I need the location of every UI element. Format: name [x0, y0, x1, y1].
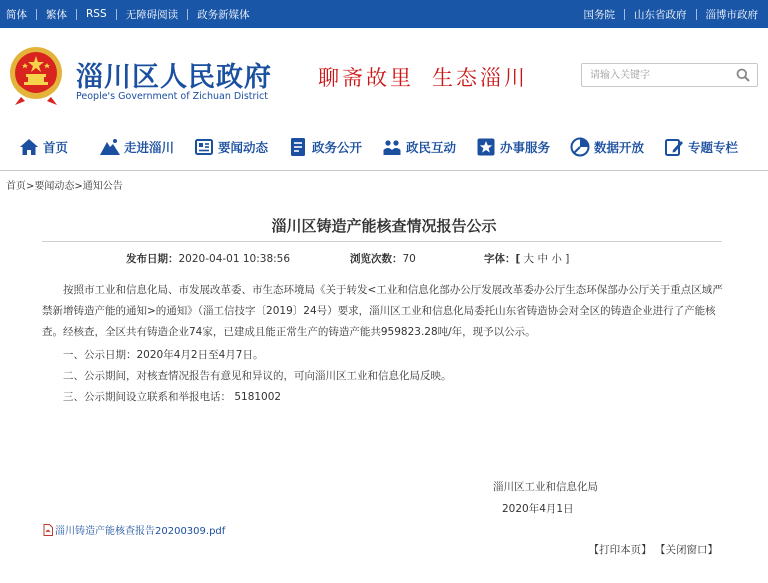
main-nav — [0, 127, 768, 167]
signature-date: 2020年4月1日 — [502, 503, 574, 515]
font-size-controls — [484, 251, 569, 266]
breadcrumb-separator: > — [26, 181, 35, 192]
attachment-link[interactable] — [43, 522, 225, 537]
home-icon — [18, 136, 40, 158]
site-name-english: People's Government of Zichuan District — [76, 91, 268, 102]
font-size-label: 字体：[ — [484, 253, 521, 265]
link-traditional[interactable]: 繁体 — [46, 8, 67, 21]
view-count-value: 70 — [402, 253, 416, 265]
people-icon — [381, 136, 403, 158]
nav-about-zichuan[interactable] — [99, 133, 174, 161]
search-box — [581, 63, 758, 87]
link-simplified[interactable]: 简体 — [6, 8, 27, 21]
separator — [76, 9, 77, 20]
newspaper-icon — [193, 136, 215, 158]
breadcrumb-home[interactable]: 首页 — [6, 181, 26, 192]
link-gov-new-media[interactable]: 政务新媒体 — [197, 8, 250, 21]
nav-label: 走进淄川 — [124, 140, 175, 155]
edit-icon — [663, 136, 685, 158]
title-divider — [42, 241, 722, 242]
publish-date-label: 发布日期： — [126, 253, 179, 265]
nav-news[interactable] — [193, 133, 268, 161]
view-count — [350, 251, 416, 266]
print-page-button[interactable]: 【打印本页】 — [588, 544, 652, 556]
font-size-close: ] — [565, 253, 570, 265]
attachment-filename: 淄川铸造产能核查报告20200309.pdf — [55, 526, 226, 537]
search-input[interactable] — [590, 67, 730, 83]
link-zibo-gov[interactable]: 淄博市政府 — [705, 8, 758, 21]
nav-label: 数据开放 — [594, 140, 645, 155]
breadcrumb-news[interactable]: 要闻动态 — [34, 181, 75, 192]
chart-icon — [569, 136, 591, 158]
document-icon — [287, 136, 309, 158]
link-accessibility[interactable]: 无障碍阅读 — [125, 8, 179, 21]
breadcrumb-notices[interactable]: 通知公告 — [82, 181, 123, 192]
view-count-label: 浏览次数： — [350, 253, 403, 265]
star-icon — [475, 136, 497, 158]
national-emblem-icon[interactable] — [7, 45, 65, 107]
nav-label: 要闻动态 — [218, 140, 269, 155]
nav-home[interactable] — [18, 133, 68, 161]
separator — [624, 9, 625, 20]
breadcrumb — [6, 177, 123, 192]
nav-divider — [0, 170, 768, 171]
font-size-large[interactable]: 大 — [523, 253, 535, 265]
close-window-button[interactable]: 【关闭窗口】 — [655, 544, 718, 556]
nav-services[interactable] — [475, 133, 550, 161]
separator — [696, 9, 697, 20]
link-rss[interactable]: RSS — [86, 8, 107, 20]
pdf-icon — [43, 524, 53, 536]
slogan — [318, 62, 528, 92]
nav-label: 政务公开 — [312, 140, 363, 155]
publish-date-value: 2020-04-01 10:38:56 — [178, 253, 291, 265]
signature-org: 淄川区工业和信息化局 — [493, 481, 598, 493]
site-header — [0, 28, 768, 125]
font-size-small[interactable]: 小 — [551, 253, 562, 265]
nav-label: 政民互动 — [406, 140, 457, 155]
page-actions — [589, 542, 718, 557]
top-bar-left-links — [6, 0, 250, 28]
nav-gov-affairs[interactable] — [287, 133, 362, 161]
slogan-part2: 生态淄川 — [432, 66, 528, 90]
article-item-1: 一、公示日期：2020年4月2日至4月7日。 — [63, 349, 264, 361]
nav-open-data[interactable] — [569, 133, 644, 161]
breadcrumb-separator: > — [74, 181, 83, 192]
top-bar-right-links — [584, 0, 759, 28]
nav-label: 办事服务 — [500, 140, 551, 155]
slogan-part1: 聊斋故里 — [318, 66, 414, 90]
site-name[interactable]: 淄川区人民政府 — [76, 62, 272, 93]
nav-label: 首页 — [43, 140, 69, 155]
nav-label: 专题专栏 — [688, 140, 739, 155]
link-state-council[interactable]: 国务院 — [583, 8, 615, 21]
article-paragraph: 按照市工业和信息化局、市发展改革委、市生态环境局《关于转发<工业和信息化部办公厅发展改革委办公厅生态环保部办公厅关于重点区域严禁新增铸造产能的通知>的通知》（淄工信技字〔2019〕24号）要求，淄川区工业和信息化局委托山东省铸造协会对全区的铸造企业进行了产能核查。经核查，全区共有铸造企业74家，已建成且能正常生产的铸造产能共959823.28吨/年，现予以公示。 — [42, 284, 723, 338]
publish-date — [126, 251, 290, 266]
separator — [116, 9, 117, 20]
separator — [36, 9, 37, 20]
article-item-3: 三、公示期间设立联系和举报电话： 5181002 — [63, 391, 282, 403]
font-size-medium[interactable]: 中 — [537, 253, 548, 265]
separator — [187, 9, 188, 20]
article-title: 淄川区铸造产能核查情况报告公示 — [271, 217, 497, 235]
nav-special-topics[interactable] — [663, 133, 738, 161]
mountain-icon — [99, 136, 121, 158]
top-bar — [0, 0, 768, 28]
article-item-2: 二、公示期间，对核查情况报告有意见和异议的，可向淄川区工业和信息化局反映。 — [63, 370, 452, 382]
nav-interaction[interactable] — [381, 133, 456, 161]
search-icon[interactable] — [736, 68, 750, 82]
link-shandong-gov[interactable]: 山东省政府 — [634, 8, 687, 21]
